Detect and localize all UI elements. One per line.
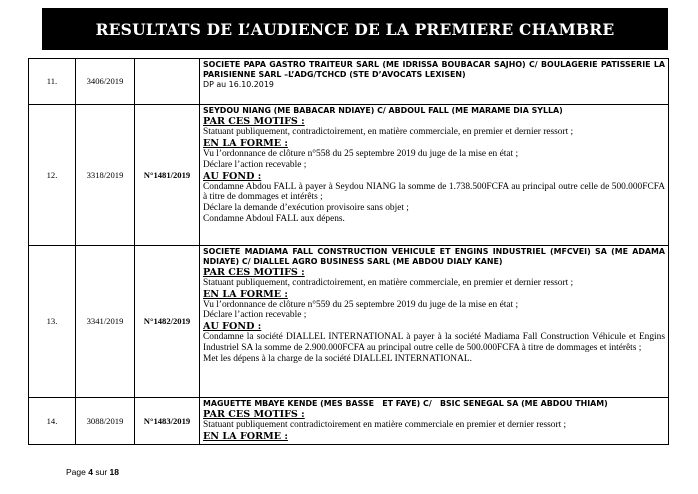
case-details bbox=[200, 398, 669, 445]
motifs-text: Statuant publiquement, contradictoirement, en matière commerciale, en premier et dernier ressort ; bbox=[203, 126, 574, 137]
forme-text: Déclare l’action recevable ; bbox=[203, 310, 307, 321]
hearing-results-table bbox=[28, 58, 669, 445]
page-label: Page bbox=[66, 467, 86, 477]
fond-text: Condamne Abdou FALL à payer à Seydou NIANG la somme de 1.738.500FCFA au principal outre celle de 500.000FCFA à titre de dommages et intérêts ; bbox=[203, 181, 665, 203]
motifs-text: Statuant publiquement, contradictoirement, en matière commerciale, en premier et dernier ressort ; bbox=[203, 277, 574, 288]
table-row bbox=[29, 246, 669, 398]
case-parties: SOCIETE PAPA GASTRO TRAITEUR SARL (ME IDRISSA BOUBACAR SAJHO) C/ BOULAGERIE PATISSERIE LA PARISIENNE SARL –L’ADG/TCHCD (STE D’AVOCATS LEXISEN) bbox=[203, 60, 665, 79]
fond-heading: AU FOND : bbox=[203, 170, 262, 182]
fond-text: Déclare la demande d’exécution provisoire sans objet ; bbox=[203, 203, 409, 214]
page-title-banner bbox=[42, 8, 668, 50]
case-details bbox=[200, 246, 669, 398]
table-row bbox=[29, 105, 669, 246]
table-row bbox=[29, 398, 669, 445]
motifs-heading: PAR CES MOTIFS : bbox=[203, 266, 305, 278]
forme-heading: EN LA FORME : bbox=[203, 288, 288, 300]
case-number: 14. bbox=[29, 398, 76, 445]
motifs-text: Statuant publiquement contradictoirement en matière commerciale en premier et dernier ressort ; bbox=[203, 419, 567, 430]
case-parties: MAGUETTE MBAYE KENDE (MES BASSE ET FAYE) C/ BSIC SENEGAL SA (ME ABDOU THIAM) bbox=[203, 399, 608, 408]
forme-heading: EN LA FORME : bbox=[203, 430, 288, 442]
forme-text: Déclare l’action recevable ; bbox=[203, 159, 307, 170]
forme-text: Vu l’ordonnance de clôture n°559 du 25 septembre 2019 du juge de la mise en état ; bbox=[203, 299, 519, 310]
case-parties: SOCIETE MADIAMA FALL CONSTRUCTION VEHICULE ET ENGINS INDUSTRIEL (MFCVEI) SA (ME ADAMA NDIAYE) C/ DIALLEL AGRO BUSINESS SARL (ME ABDOU DIALY KANE) bbox=[203, 247, 665, 266]
forme-text: Vu l’ordonnance de clôture n°558 du 25 septembre 2019 du juge de la mise en état ; bbox=[203, 148, 519, 159]
case-number: 11. bbox=[29, 59, 76, 105]
page-footer bbox=[66, 467, 119, 477]
page-sur: sur bbox=[95, 467, 108, 477]
fond-text: Condamne Abdoul FALL aux dépens. bbox=[203, 214, 345, 225]
case-number: 12. bbox=[29, 105, 76, 246]
docket-number: 3088/2019 bbox=[76, 398, 135, 445]
case-details bbox=[200, 59, 669, 105]
motifs-heading: PAR CES MOTIFS : bbox=[203, 115, 305, 127]
page-total: 18 bbox=[109, 467, 119, 477]
motifs-heading: PAR CES MOTIFS : bbox=[203, 408, 305, 420]
case-details bbox=[200, 105, 669, 246]
decision-number: N°1482/2019 bbox=[135, 246, 200, 398]
forme-heading: EN LA FORME : bbox=[203, 137, 288, 149]
fond-text: Met les dépens à la charge de la société DIALLEL INTERNATIONAL. bbox=[203, 354, 472, 365]
page-title: RESULTATS DE L’AUDIENCE DE LA PREMIERE CHAMBRE bbox=[95, 19, 615, 39]
fond-text: Condamne la société DIALLEL INTERNATIONAL à payer à la société Madiama Fall Construction Véhicule et Engins Industriel SA la somme de 2.900.000FCFA au principal outre celle de 500.000FCFA à titre de dommages et intérêts ; bbox=[203, 332, 665, 354]
case-parties: SEYDOU NIANG (ME BABACAR NDIAYE) C/ ABDOUL FALL (ME MARAME DIA SYLLA) bbox=[203, 106, 563, 115]
decision-number bbox=[135, 59, 200, 105]
docket-number: 3341/2019 bbox=[76, 246, 135, 398]
table-row bbox=[29, 59, 669, 105]
docket-number: 3406/2019 bbox=[76, 59, 135, 105]
decision-number: N°1481/2019 bbox=[135, 105, 200, 246]
fond-heading: AU FOND : bbox=[203, 321, 262, 333]
page-number: 4 bbox=[88, 467, 93, 477]
decision-number: N°1483/2019 bbox=[135, 398, 200, 445]
docket-number: 3318/2019 bbox=[76, 105, 135, 246]
case-number: 13. bbox=[29, 246, 76, 398]
case-note: DP au 16.10.2019 bbox=[203, 79, 274, 89]
